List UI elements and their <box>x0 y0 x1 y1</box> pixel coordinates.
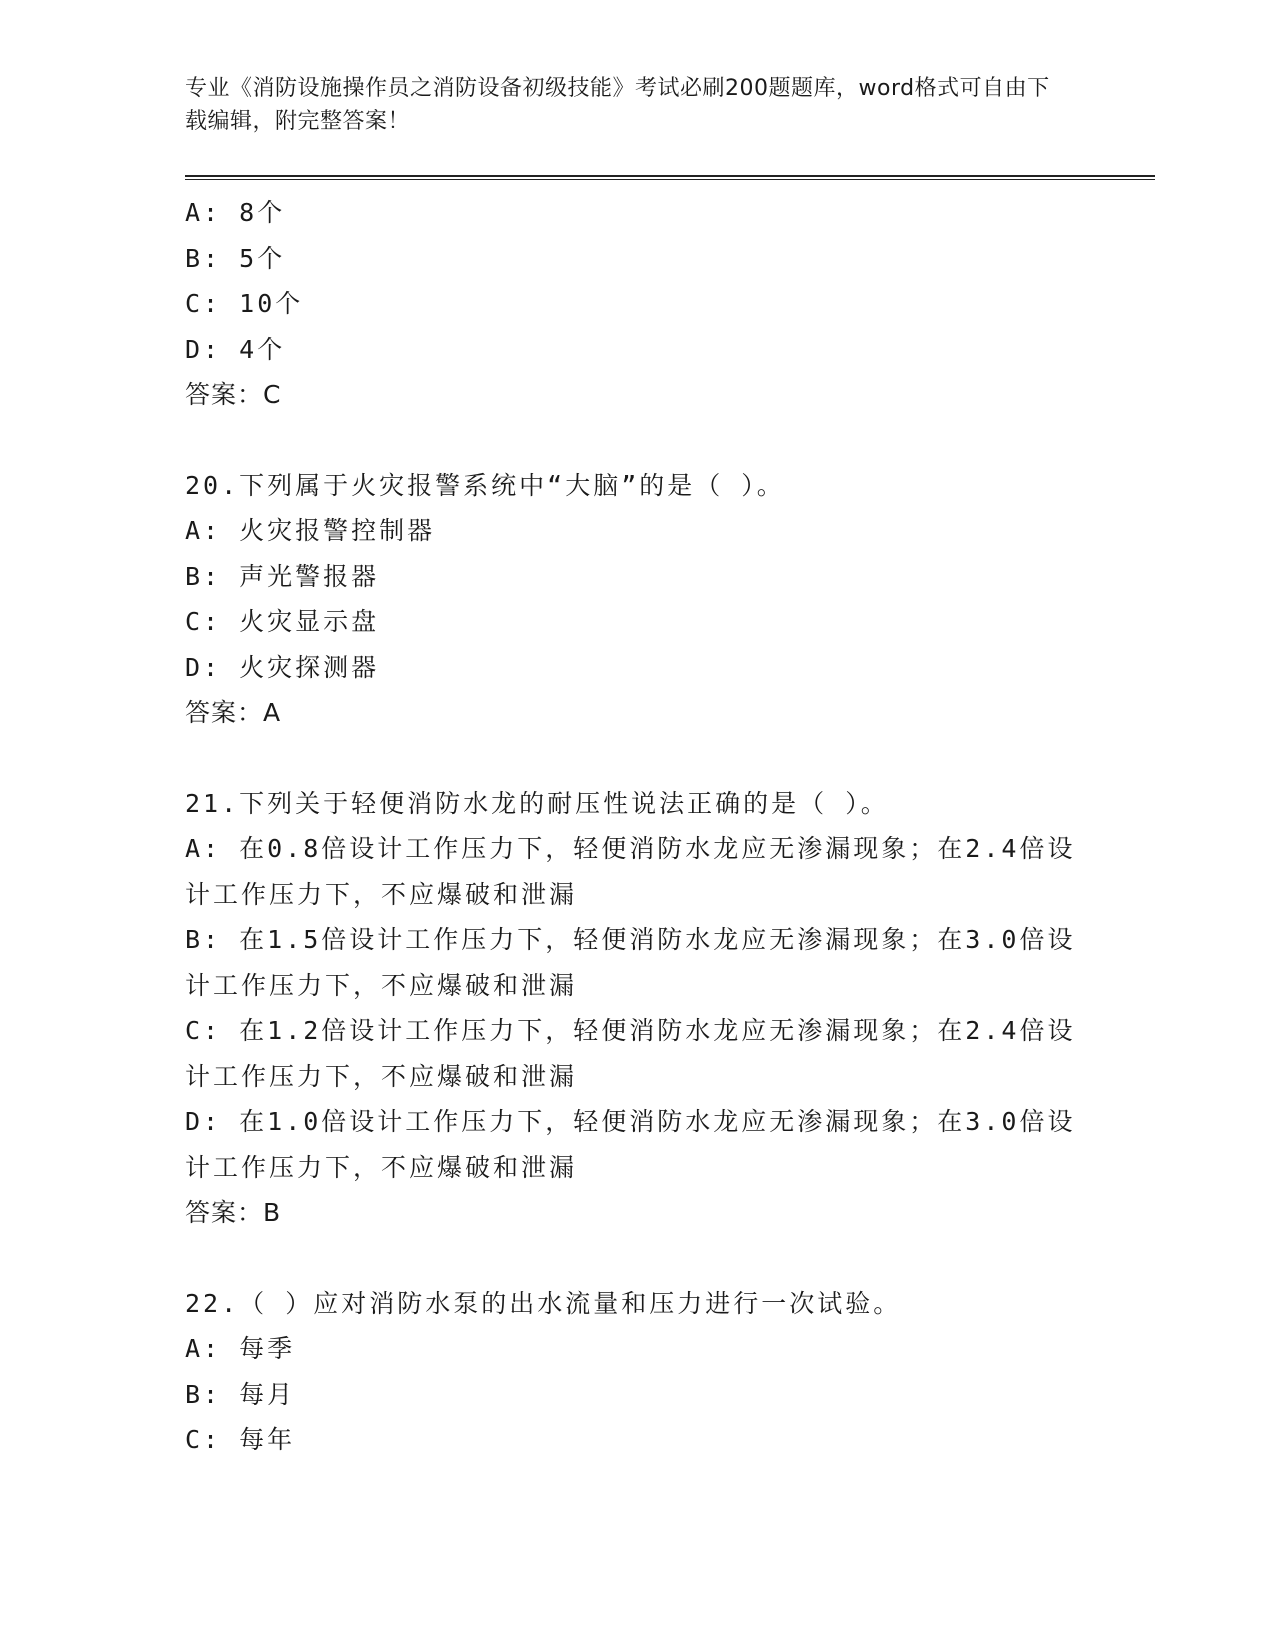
answer-line: 答案：C <box>185 380 282 409</box>
answer-line: 答案：B <box>185 1198 282 1227</box>
question-list <box>185 190 1085 1463</box>
option-b: B: 每月 <box>185 1379 296 1409</box>
option-d: D: 在1.0倍设计工作压力下，轻便消防水龙应无渗漏现象；在3.0倍设计工作压力下，不应爆破和泄漏 <box>185 1107 1076 1182</box>
spacer <box>185 418 1085 463</box>
question-stem: 22.（ ）应对消防水泵的出水流量和压力进行一次试验。 <box>185 1288 902 1318</box>
option-a: A: 在0.8倍设计工作压力下，轻便消防水龙应无渗漏现象；在2.4倍设计工作压力下，不应爆破和泄漏 <box>185 834 1076 909</box>
question-stem: 21.下列关于轻便消防水龙的耐压性说法正确的是（ ）。 <box>185 788 889 818</box>
question-20-block <box>185 463 1085 736</box>
option-c: C: 每年 <box>185 1425 296 1454</box>
spacer <box>185 1236 1085 1281</box>
option-d: D: 火灾探测器 <box>185 652 380 682</box>
question-19-block <box>185 190 1085 418</box>
option-c: C: 在1.2倍设计工作压力下，轻便消防水龙应无渗漏现象；在2.4倍设计工作压力下，不应爆破和泄漏 <box>185 1016 1076 1091</box>
option-a: A: 火灾报警控制器 <box>185 516 436 545</box>
question-22-block <box>185 1281 1085 1463</box>
answer-line: 答案：A <box>185 698 282 727</box>
question-21-block <box>185 781 1085 1236</box>
option-b: B: 在1.5倍设计工作压力下，轻便消防水龙应无渗漏现象；在3.0倍设计工作压力下，不应爆破和泄漏 <box>185 925 1076 1000</box>
option-b: B: 5个 <box>185 243 286 273</box>
option-b: B: 声光警报器 <box>185 561 380 591</box>
question-stem: 20.下列属于火灾报警系统中“大脑”的是（ ）。 <box>185 470 785 500</box>
document-header: 专业《消防设施操作员之消防设备初级技能》考试必刷200题题库，word格式可自由下载编辑，附完整答案！ <box>185 76 1050 134</box>
header-divider <box>185 175 1155 180</box>
option-d: D: 4个 <box>185 334 286 364</box>
option-a: A: 每季 <box>185 1334 296 1363</box>
option-c: C: 火灾显示盘 <box>185 607 380 636</box>
option-c: C: 10个 <box>185 289 304 318</box>
spacer <box>185 736 1085 781</box>
option-a: A: 8个 <box>185 198 286 227</box>
